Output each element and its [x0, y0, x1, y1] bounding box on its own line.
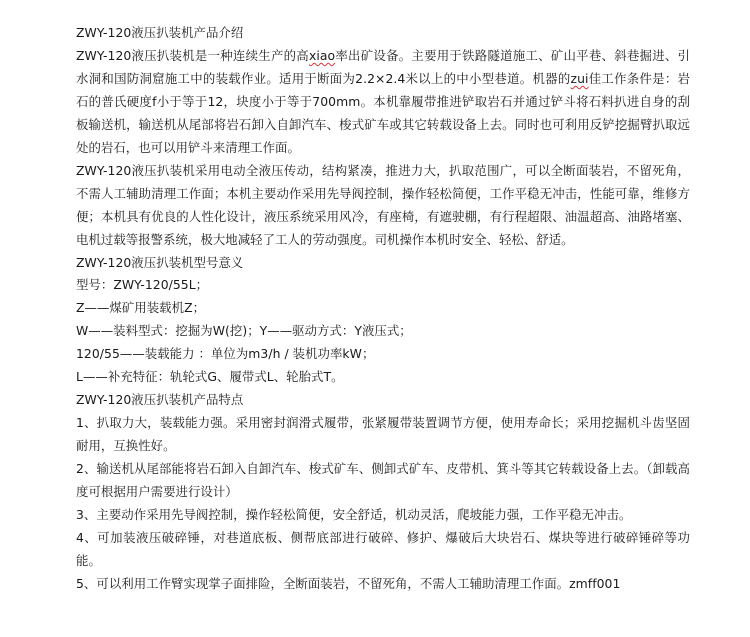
model-line: Z——煤矿用装载机Z；	[76, 300, 206, 316]
feature-item: 2、输送机从尾部能将岩石卸入自卸汽车、梭式矿车、侧卸式矿车、皮带机、箕斗等其它转载设备上去。（卸载高度可根据用户需要进行设计）	[76, 461, 690, 500]
description-paragraph: ZWY-120液压扒装机采用电动全液压传动，结构紧凑，推进力大，扒取范围广，可以全断面装岩，不留死角，不需人工辅助清理工作面；本机主要动作采用先导阀控制，操作轻松简便，工作平稳无冲击，性能可靠，维修方便；本机具有优良的人性化设计，液压系统采用风冷，有座椅，有遮驶棚，有行程超限、油温超高、油路堵塞、电机过载等报警系统，极大地减轻了工人的劳动强度。司机操作本机时安全、轻松、舒适。	[76, 162, 690, 247]
features-heading: ZWY-120液压扒装机产品特点	[76, 392, 244, 408]
model-line: L——补充特征：轨轮式G、履带式L、轮胎式T。	[76, 369, 344, 385]
feature-item: 1、扒取力大，装载能力强。采用密封润滑式履带，张紧履带装置调节方便，使用寿命长；采用挖掘机斗齿坚固耐用，互换性好。	[76, 415, 690, 454]
intro-text-1: ZWY-120液压扒装机是一种连续生产的高	[76, 47, 309, 63]
feature-item: 5、可以利用工作臂实现掌子面排险，全断面装岩，不留死角，不需人工辅助清理工作面。zmff001	[76, 575, 621, 591]
model-line: 120/55——装载能力 ：单位为m3/h / 装机功率kW；	[76, 346, 375, 362]
feature-item: 4、可加装液压破碎锤，对巷道底板、侧帮底部进行破碎、修护、爆破后大块岩石、煤块等进行破碎锤碎等功能。	[76, 529, 690, 568]
model-line: W——装料型式：挖掘为W(挖)；Y——驱动方式：Y液压式；	[76, 323, 412, 339]
document-body	[76, 22, 690, 596]
model-line: 型号：ZWY-120/55L；	[76, 277, 209, 293]
feature-item: 3、主要动作采用先导阀控制，操作轻松简便，安全舒适，机动灵活，爬坡能力强，工作平稳无冲击。	[76, 507, 632, 523]
intro-text-3: 佳工作条件是：岩石的普氏硬度f小于等于12，块度小于等于700mm。本机靠履带推进铲取岩石并通过铲斗将石料扒进自身的刮板输送机，输送机从尾部将岩石卸入自卸汽车、梭式矿车或其它转载设备上去。同时也可利用反铲挖掘臂扒取远处的岩石，也可以用铲斗来清理工作面。	[76, 70, 690, 155]
spellcheck-flagged-word[interactable]: xiao	[308, 47, 336, 63]
model-heading: ZWY-120液压扒装机型号意义	[76, 254, 244, 270]
spellcheck-flagged-word[interactable]: zui	[570, 70, 589, 86]
document-title: ZWY-120液压扒装机产品介绍	[76, 25, 244, 40]
intro-text-2: 率出矿设备。主要用于铁路隧道施工、矿山平巷、斜巷掘进、引水洞和国防洞窟施工中的装载作业。适用于断面为2.2×2.4米以上的中小型巷道。机器的	[76, 47, 690, 86]
intro-paragraph	[76, 45, 690, 160]
